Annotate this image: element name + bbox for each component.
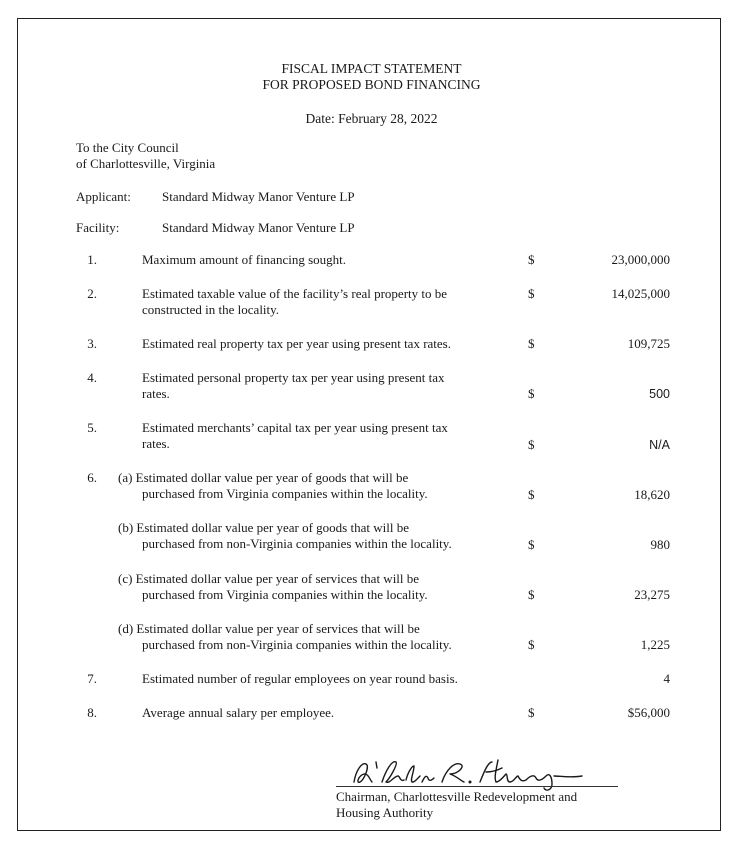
addressee-line2: of Charlottesville, Virginia bbox=[76, 156, 216, 171]
item-description-cont: purchased from Virginia companies within the locality. bbox=[142, 587, 428, 602]
item-description: Estimated merchants’ capital tax per year using present tax bbox=[142, 420, 448, 435]
signature-line bbox=[336, 786, 618, 787]
document-date: Date: February 28, 2022 bbox=[305, 111, 438, 126]
applicant-label: Applicant: bbox=[76, 189, 131, 204]
item-description: (a) Estimated dollar value per year of goods that will be bbox=[118, 470, 409, 485]
item-description: Average annual salary per employee. bbox=[142, 705, 335, 720]
item-description: Estimated real property tax per year using present tax rates. bbox=[142, 336, 451, 351]
item-description: Estimated number of regular employees on year round basis. bbox=[142, 671, 458, 686]
item-number: 8. bbox=[87, 705, 97, 720]
item-amount: $56,000 bbox=[627, 705, 670, 720]
item-number: 2. bbox=[87, 286, 97, 301]
dollar-sign: $ bbox=[528, 286, 535, 301]
dollar-sign: $ bbox=[528, 437, 535, 452]
item-amount: 23,275 bbox=[634, 587, 670, 602]
item-description-cont: rates. bbox=[142, 386, 170, 401]
item-description-cont: rates. bbox=[142, 436, 170, 451]
document-subtitle: FOR PROPOSED BOND FINANCING bbox=[262, 77, 481, 92]
item-number: 3. bbox=[87, 336, 97, 351]
item-description-cont: purchased from non-Virginia companies within the locality. bbox=[142, 536, 452, 551]
item-description: Maximum amount of financing sought. bbox=[142, 252, 347, 267]
item-amount: 980 bbox=[650, 537, 670, 552]
item-amount: 23,000,000 bbox=[611, 252, 670, 267]
facility-value: Standard Midway Manor Venture LP bbox=[162, 220, 355, 235]
dollar-sign: $ bbox=[528, 336, 535, 351]
dollar-sign: $ bbox=[528, 487, 535, 502]
dollar-sign: $ bbox=[528, 386, 535, 401]
document-title: FISCAL IMPACT STATEMENT bbox=[281, 61, 462, 76]
item-description-cont: purchased from Virginia companies within the locality. bbox=[142, 486, 428, 501]
applicant-value: Standard Midway Manor Venture LP bbox=[162, 189, 355, 204]
item-description-cont: purchased from non-Virginia companies within the locality. bbox=[142, 637, 452, 652]
dollar-sign: $ bbox=[528, 252, 535, 267]
item-number: 4. bbox=[87, 370, 97, 385]
addressee-line1: To the City Council bbox=[76, 140, 179, 155]
item-description: (b) Estimated dollar value per year of goods that will be bbox=[118, 520, 409, 535]
dollar-sign: $ bbox=[528, 637, 535, 652]
item-number: 6. bbox=[87, 470, 97, 485]
item-description: (c) Estimated dollar value per year of services that will be bbox=[118, 571, 420, 586]
item-description-cont: constructed in the locality. bbox=[142, 302, 280, 317]
dollar-sign: $ bbox=[528, 705, 535, 720]
facility-label: Facility: bbox=[76, 220, 120, 235]
signer-title-line1: Chairman, Charlottesville Redevelopment and bbox=[336, 789, 578, 804]
item-amount: 109,725 bbox=[627, 336, 670, 351]
item-description: (d) Estimated dollar value per year of services that will be bbox=[118, 621, 420, 636]
signer-title-line2: Housing Authority bbox=[336, 805, 434, 820]
item-number: 1. bbox=[87, 252, 97, 267]
item-number: 5. bbox=[87, 420, 97, 435]
item-amount: 500 bbox=[649, 387, 670, 401]
item-amount: 1,225 bbox=[640, 637, 670, 652]
dollar-sign: $ bbox=[528, 587, 535, 602]
item-amount: N/A bbox=[649, 438, 670, 452]
item-number: 7. bbox=[87, 671, 97, 686]
item-amount: 4 bbox=[663, 671, 670, 686]
item-description: Estimated taxable value of the facility’s real property to be bbox=[142, 286, 448, 301]
dollar-sign: $ bbox=[528, 537, 535, 552]
item-amount: 14,025,000 bbox=[611, 286, 670, 301]
item-amount: 18,620 bbox=[634, 487, 670, 502]
item-description: Estimated personal property tax per year using present tax bbox=[142, 370, 445, 385]
